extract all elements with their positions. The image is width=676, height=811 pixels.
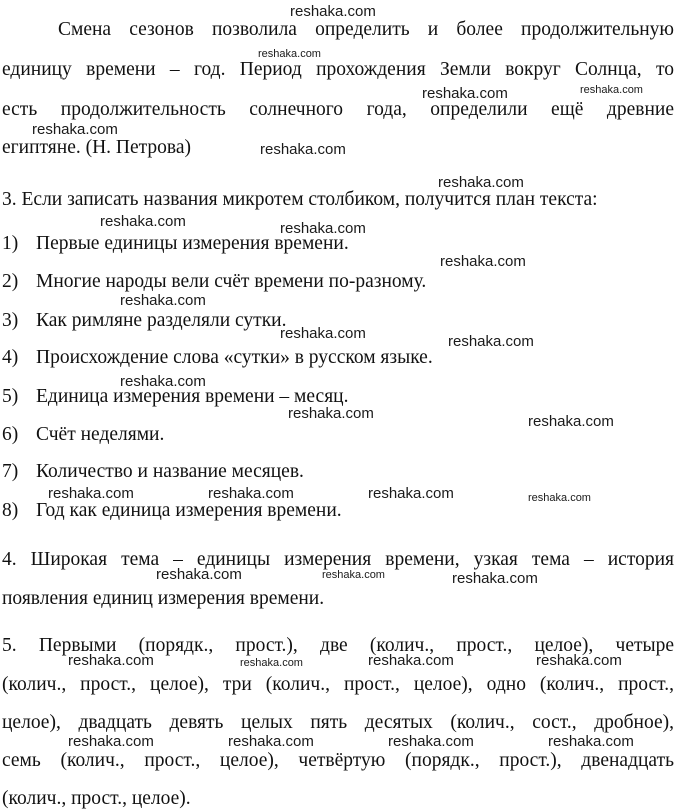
section5-line-4: семь (колич., прост., целое), четвёртую (порядк., прост.), двенадцать [2, 750, 674, 771]
plan-item-text: Первые единицы измерения времени. [36, 233, 349, 254]
watermark: reshaka.com [280, 220, 366, 237]
watermark: reshaka.com [440, 253, 526, 270]
section5-line-5: (колич., прост., целое). [2, 788, 191, 809]
plan-item [2, 499, 342, 523]
watermark: reshaka.com [448, 333, 534, 350]
watermark: reshaka.com [48, 485, 134, 502]
paragraph-line-3: есть продолжительность солнечного года, определили ещё древние [2, 99, 674, 120]
watermark: reshaka.com [68, 652, 154, 669]
plan-item-number: 7) [2, 461, 19, 482]
watermark: reshaka.com [548, 733, 634, 750]
watermark: reshaka.com [580, 84, 643, 96]
watermark: reshaka.com [32, 121, 118, 138]
watermark: reshaka.com [368, 485, 454, 502]
watermark: reshaka.com [438, 174, 524, 191]
plan-item-number: 4) [2, 347, 19, 368]
watermark: reshaka.com [68, 733, 154, 750]
watermark: reshaka.com [528, 413, 614, 430]
plan-item-text: Год как единица измерения времени. [36, 500, 342, 521]
plan-item-number: 1) [2, 233, 19, 254]
watermark: reshaka.com [156, 566, 242, 583]
section5-line-3: целое), двадцать девять целых пять десятых (колич., сост., дробное), [2, 712, 674, 733]
watermark: reshaka.com [240, 657, 303, 669]
plan-item-text: Как римляне разделяли сутки. [36, 310, 287, 331]
watermark: reshaka.com [536, 652, 622, 669]
section4-line-2: появления единиц измерения времени. [2, 588, 325, 609]
plan-item [2, 423, 164, 447]
plan-item-number: 2) [2, 271, 19, 292]
plan-item [2, 309, 286, 333]
plan-item-number: 3) [2, 310, 19, 331]
plan-item-text: Происхождение слова «сутки» в русском языке. [36, 347, 433, 368]
watermark: reshaka.com [260, 141, 346, 158]
plan-item [2, 270, 426, 294]
watermark: reshaka.com [280, 325, 366, 342]
paragraph-line-2: единицу времени – год. Период прохождения Земли вокруг Солнца, то [2, 59, 674, 80]
watermark: reshaka.com [452, 570, 538, 587]
watermark: reshaka.com [422, 85, 508, 102]
watermark: reshaka.com [208, 485, 294, 502]
watermark: reshaka.com [120, 373, 206, 390]
plan-item-number: 6) [2, 424, 19, 445]
watermark: reshaka.com [368, 652, 454, 669]
section3-intro: 3. Если записать названия микротем столбиком, получится план текста: [2, 189, 598, 210]
paragraph-line-1: Смена сезонов позволила определить и более продолжительную [58, 19, 674, 40]
plan-item-text: Количество и название месяцев. [36, 461, 304, 482]
watermark: reshaka.com [288, 405, 374, 422]
plan-item-number: 5) [2, 386, 19, 407]
plan-item-text: Счёт неделями. [36, 424, 165, 445]
section5-line-2: (колич., прост., целое), три (колич., прост., целое), одно (колич., прост., [2, 674, 674, 695]
watermark: reshaka.com [528, 492, 591, 504]
watermark: reshaka.com [120, 292, 206, 309]
watermark: reshaka.com [100, 213, 186, 230]
section5-line-1: 5. Первыми (порядк., прост.), две (колич., прост., целое), четыре [2, 635, 674, 656]
watermark: reshaka.com [228, 733, 314, 750]
paragraph-line-4: египтяне. (Н. Петрова) [2, 137, 192, 158]
watermark: reshaka.com [290, 3, 376, 20]
plan-item-number: 8) [2, 500, 19, 521]
section4-line-1: 4. Широкая тема – единицы измерения времени, узкая тема – история [2, 549, 674, 570]
watermark: reshaka.com [258, 48, 321, 60]
watermark: reshaka.com [388, 733, 474, 750]
plan-item [2, 346, 433, 370]
plan-item-text: Многие народы вели счёт времени по-разному. [36, 271, 427, 292]
watermark: reshaka.com [322, 569, 385, 581]
plan-item-text: Единица измерения времени – месяц. [36, 386, 349, 407]
plan-item [2, 460, 304, 484]
